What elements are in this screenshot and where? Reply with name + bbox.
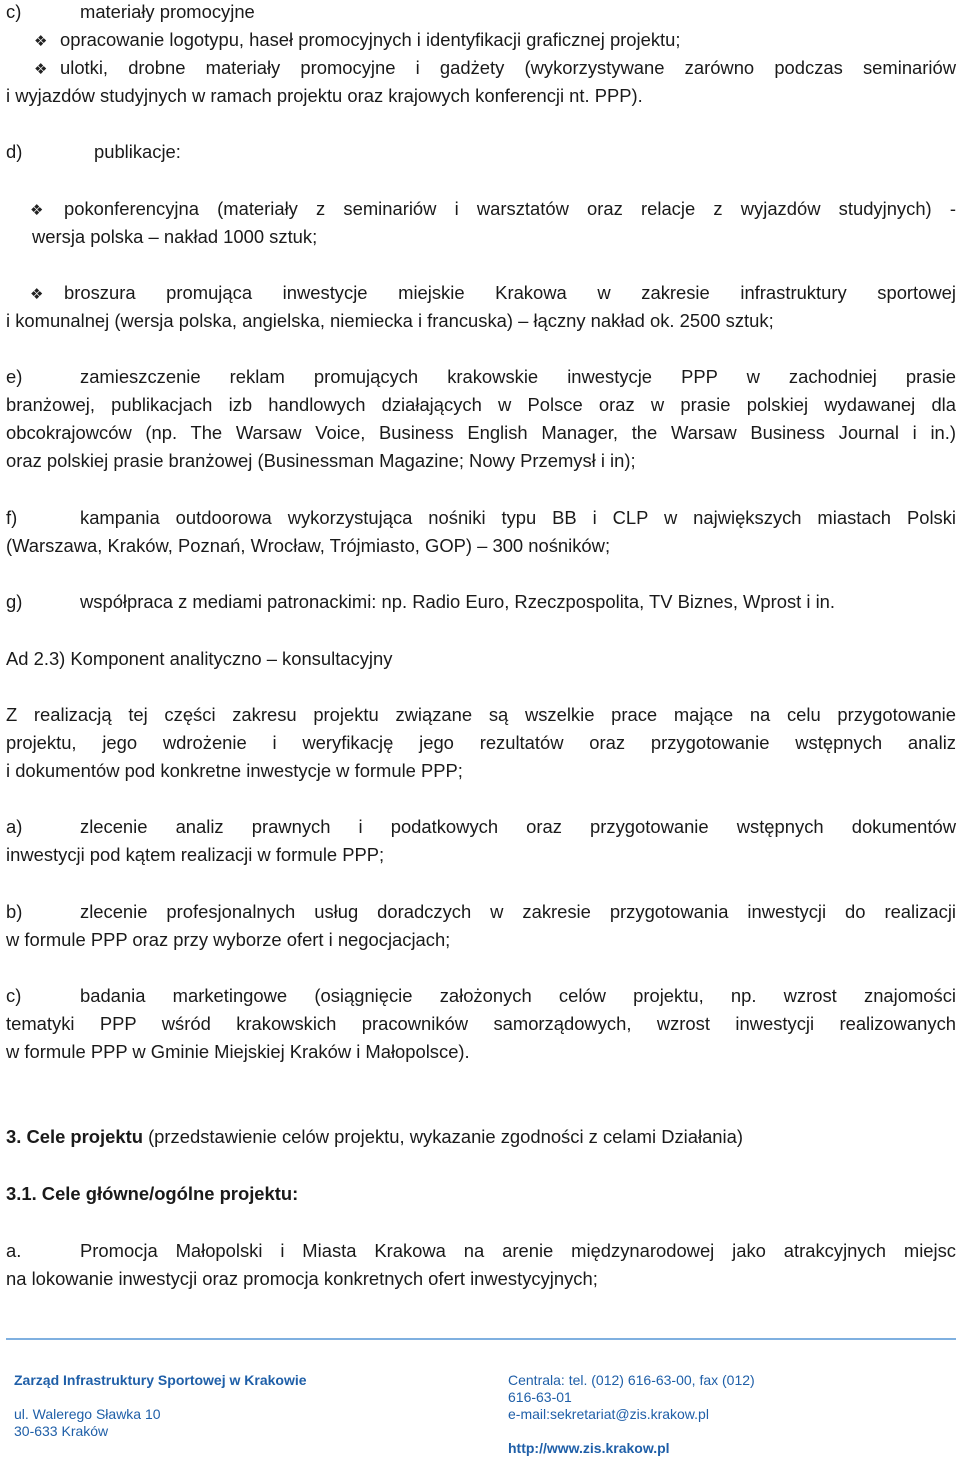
footer-fax: 616-63-01 xyxy=(508,1389,572,1405)
diamond-bullet-icon: ❖ xyxy=(30,202,44,219)
bullet-brochure: ❖ broszura promująca inwestycje miejskie Krakowa w zakresie infrastruktury sportowej xyxy=(6,279,956,307)
footer-divider xyxy=(6,1338,956,1340)
item-a-promotion: a. Promocja Małopolski i Miasta Krakowa na arenie międzynarodowej jako atrakcyjnych miejsc xyxy=(6,1240,956,1261)
paragraph-line: Z realizacją tej części zakresu projektu związane są wszelkie prace mające na celu przygotowanie xyxy=(6,704,956,725)
paragraph-line: branżowej, publikacjach izb handlowych działających w Polsce oraz w prasie polskiej wydawanej dla xyxy=(6,394,956,415)
paragraph-line: na lokowanie inwestycji oraz promocja konkretnych ofert inwestycyjnych; xyxy=(6,1268,598,1289)
item-c-text: materiały promocyjne xyxy=(80,1,255,22)
item-d-heading: d) publikacje: xyxy=(6,141,181,162)
item-c-label: c) xyxy=(6,1,22,22)
paragraph-line: i wyjazdów studyjnych w ramach projektu oraz krajowych konferencji nt. PPP). xyxy=(6,85,643,106)
paragraph-line: i dokumentów pod konkretne inwestycje w formule PPP; xyxy=(6,760,463,781)
footer-url-link[interactable]: http://www.zis.krakow.pl xyxy=(508,1440,670,1456)
bullet-logotype: ❖ opracowanie logotypu, haseł promocyjnych i identyfikacji graficznej projektu; xyxy=(6,26,956,54)
diamond-bullet-icon: ❖ xyxy=(34,61,48,78)
section-heading-3: 3. Cele projektu (przedstawienie celów projektu, wykazanie zgodności z celami Działania) xyxy=(6,1126,743,1147)
diamond-bullet-icon: ❖ xyxy=(30,286,44,303)
item-c-research: c) badania marketingowe (osiągnięcie założonych celów projektu, np. wzrost znajomości xyxy=(6,985,956,1006)
paragraph-line: i komunalnej (wersja polska, angielska, niemiecka i francuska) – łączny nakład ok. 2500 sztuk; xyxy=(6,310,774,331)
item-b: b) zlecenie profesjonalnych usług doradczych w zakresie przygotowania inwestycji do realizacji xyxy=(6,901,956,922)
paragraph-line: inwestycji pod kątem realizacji w formule PPP; xyxy=(6,844,385,865)
paragraph-line: oraz polskiej prasie branżowej (Businessman Magazine; Nowy Przemysł i in); xyxy=(6,450,636,471)
diamond-bullet-icon: ❖ xyxy=(34,33,48,50)
item-c-heading xyxy=(6,0,956,26)
paragraph-line: wersja polska – nakład 1000 sztuk; xyxy=(32,226,318,247)
footer-org: Zarząd Infrastruktury Sportowej w Krakowie xyxy=(14,1372,307,1388)
paragraph-line: projektu, jego wdrożenie i weryfikację jego rezultatów oraz przygotowanie wstępnych analiz xyxy=(6,732,956,753)
paragraph-line: w formule PPP w Gminie Miejskiej Kraków i Małopolsce). xyxy=(6,1041,470,1062)
paragraph-line: tematyki PPP wśród krakowskich pracowników samorządowych, wzrost inwestycji realizowanych xyxy=(6,1013,956,1034)
item-g: g) współpraca z mediami patronackimi: np. Radio Euro, Rzeczpospolita, TV Biznes, Wprost i in. xyxy=(6,591,836,612)
item-e: e) zamieszczenie reklam promujących krakowskie inwestycje PPP w zachodniej prasie xyxy=(6,366,956,387)
bullet-leaflets: ❖ ulotki, drobne materiały promocyjne i gadżety (wykorzystywane zarówno podczas seminariów xyxy=(6,54,956,82)
bullet-postconference: ❖ pokonferencyjna (materiały z seminariów i warsztatów oraz relacje z wyjazdów studyjnych) - xyxy=(6,195,956,223)
footer-email[interactable]: e-mail:sekretariat@zis.krakow.pl xyxy=(508,1406,709,1422)
footer-city: 30-633 Kraków xyxy=(14,1423,109,1439)
footer-phone: Centrala: tel. (012) 616-63-00, fax (012) xyxy=(508,1372,755,1388)
paragraph-line: (Warszawa, Kraków, Poznań, Wrocław, Trójmiasto, GOP) – 300 nośników; xyxy=(6,535,611,556)
item-f: f) kampania outdoorowa wykorzystująca nośniki typu BB i CLP w największych miastach Polski xyxy=(6,507,956,528)
section-heading-3-1: 3.1. Cele główne/ogólne projektu: xyxy=(6,1183,299,1204)
item-a: a) zlecenie analiz prawnych i podatkowych oraz przygotowanie wstępnych dokumentów xyxy=(6,816,956,837)
section-heading-ad-2-3: Ad 2.3) Komponent analityczno – konsultacyjny xyxy=(6,648,393,669)
paragraph-line: obcokrajowców (np. The Warsaw Voice, Business English Manager, the Warsaw Business Journal i in.) xyxy=(6,422,956,443)
footer-street: ul. Walerego Sławka 10 xyxy=(14,1406,161,1422)
paragraph-line: w formule PPP oraz przy wyborze ofert i negocjacjach; xyxy=(6,929,451,950)
